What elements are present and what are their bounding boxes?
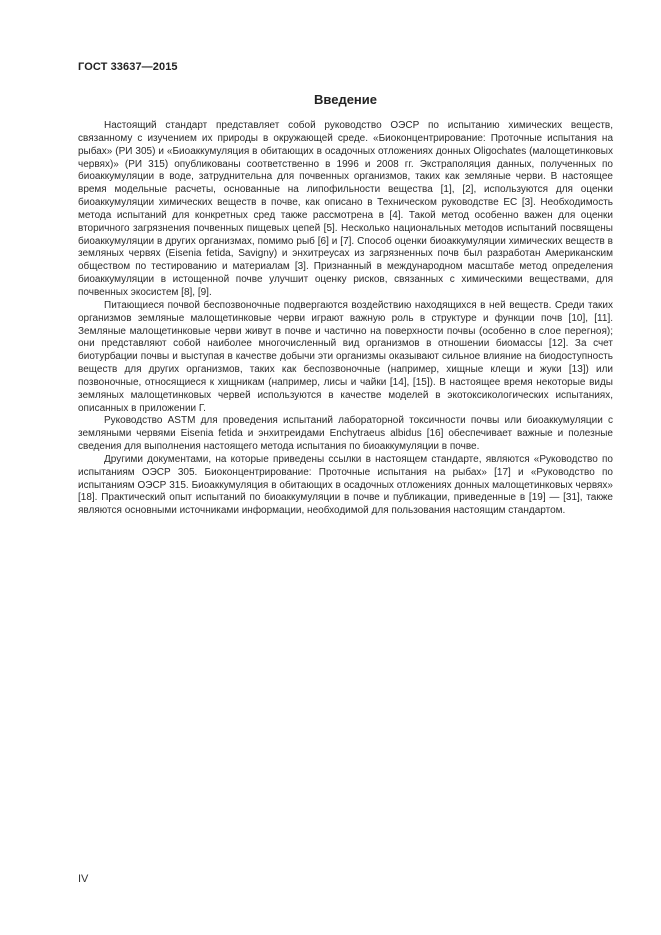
paragraph-3: Руководство ASTM для проведения испытаний лабораторной токсичности почвы или биоаккумуляции с земляными червями Eisenia fetida и энхитреидами Enchytraeus albidus [16] обеспечивает важные и полезные сведения для выполнения настоящего метода испытания по биоаккумуляции в почве.	[78, 415, 613, 453]
page-number: IV	[78, 873, 89, 885]
paragraph-2: Питающиеся почвой беспозвоночные подвергаются воздействию находящихся в ней веществ. Среди таких организмов земляные малощетинковые черви играют важную роль в структуре и функции почв [10], [11]. Земляные малощетинковые черви живут в почве и частично на поверхности почвы (особенно в слое перегноя); они представляют собой наиболее многочисленный вид организмов в отношении биомассы [12]. За счет биотурбации почвы и выступая в качестве добычи эти организмы оказывают сильное влияние на биодоступность веществ для других организмов, таких как беспозвоночные (например, хищные клещи и жуки [13]) или позвоночные, относящиеся к хищникам (например, лисы и чайки [14], [15]). В настоящее время некоторые виды земляных малощетинковых червей используются в качестве моделей в экотоксикологических испытаниях, описанных в приложении Г.	[78, 299, 613, 414]
paragraph-1: Настоящий стандарт представляет собой руководство ОЭСР по испытанию химических веществ, связанному с изучением их природы в окружающей среде. «Биоконцентрирование: Проточные испытания на рыбах» (РИ 305) и «Биоаккумуляция в обитающих в осадочных отложениях донных Oligochates (малощетинковых червях)» (РИ 315) опубликованы соответственно в 1996 и 2008 гг. Экстраполяция данных, полученных по биоаккумуляции в воде, затруднительна для почвенных организмов, таких как земляные черви. В настоящее время модельные расчеты, основанные на липофильности вещества [1], [2], используются для оценки биоаккумуляции химических веществ в почве, как описано в Техническом руководстве ЕС [3]. Необходимость метода испытаний для конкретных сред также рассмотрена в [4]. Такой метод особенно важен для оценки вторичного загрязнения почвенных пищевых цепей [5]. Несколько национальных методов испытаний посвящены биоаккумуляции в других организмах, помимо рыб [6] и [7]. Способ оценки биоаккумуляции химических веществ в земляных червях (Eisenia fetida, Savigny) и энхитреусах из загрязненных почв был разработан Американским обществом по тестированию и материалам [3]. Признанный в международном масштабе метод определения биоаккумуляции в истощенной почве улучшит оценку рисков, связанных с химическими веществами, для почвенных экосистем [8], [9].	[78, 120, 613, 298]
section-body	[78, 120, 613, 518]
section-title: Введение	[314, 92, 377, 107]
standard-code: ГОСТ 33637—2015	[78, 61, 178, 73]
paragraph-4: Другими документами, на которые приведены ссылки в настоящем стандарте, являются «Руководство по испытаниям ОЭСР 305. Биоконцентрирование: Проточные испытания на рыбах» [17] и «Руководство по испытаниям ОЭСР 315. Биоаккумуляция в обитающих в осадочных отложениях донных малощетинковых червях» [18]. Практический опыт испытаний по биоаккумуляции в почве и публикации, приведенные в [19] — [31], также являются основными источниками информации, необходимой для пользования настоящим стандартом.	[78, 453, 613, 517]
